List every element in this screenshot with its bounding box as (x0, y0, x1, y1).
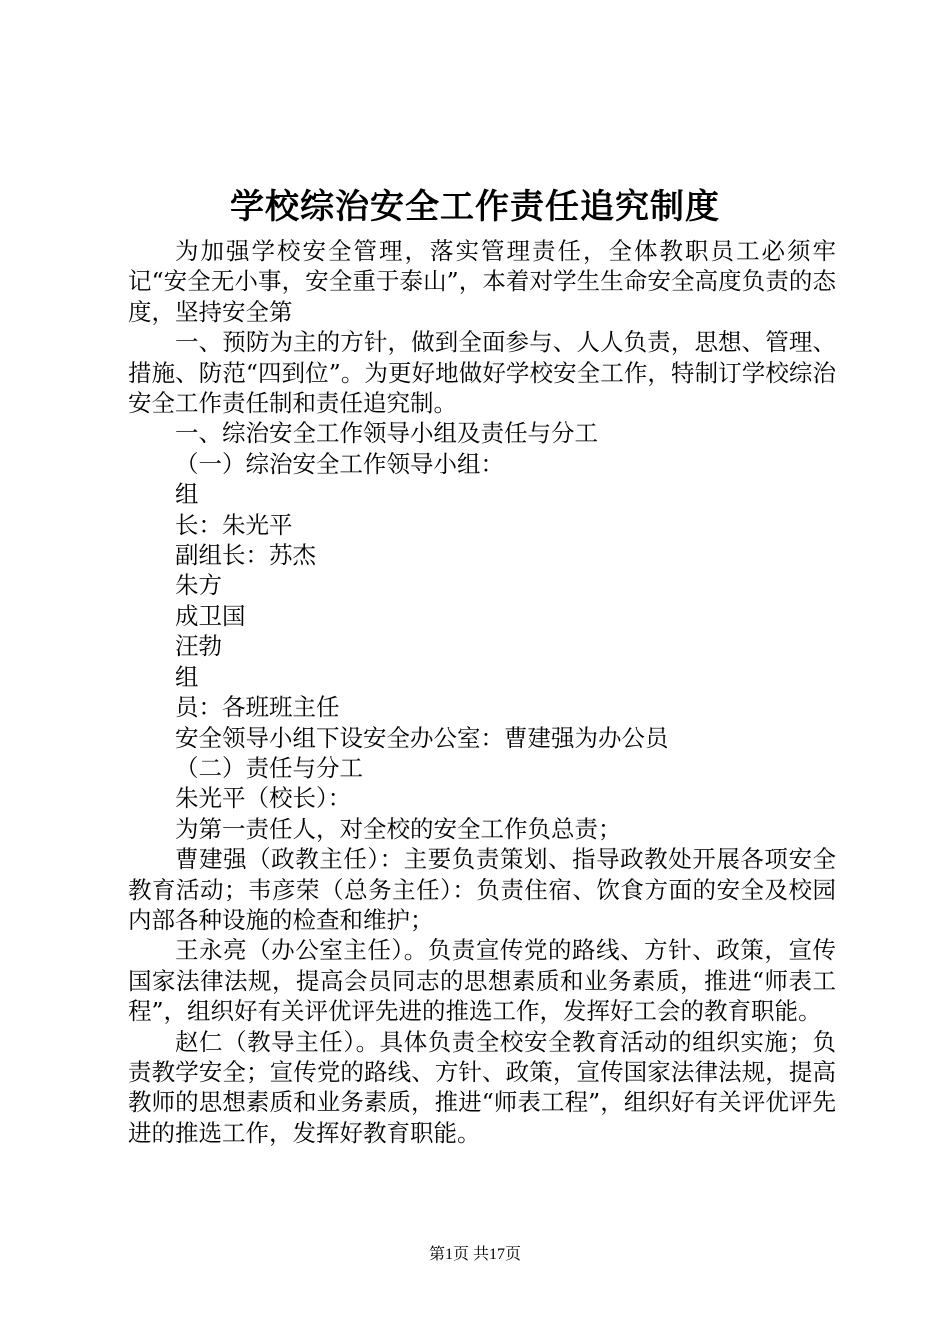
document-body (128, 236, 836, 1148)
paragraph: 为第一责任人，对全校的安全工作负总责； (175, 814, 622, 843)
paragraph: 长：朱光平 (175, 510, 293, 539)
paragraph: 朱光平（校长）： (175, 784, 352, 813)
paragraph: 朱方 (175, 571, 222, 600)
paragraph: 安全领导小组下设安全办公室：曹建强为办公员 (175, 723, 669, 752)
paragraph: 组 (175, 480, 199, 509)
paragraph: 赵仁（教导主任）。具体负责全校安全教育活动的组织实施；负责教学安全；宣传党的路线、方针、政策，宣传国家法律法规，提高教师的思想素质和业务素质，推进“师表工程”，组织好有关评优评先进的推选工作，发挥好教育职能。 (128, 1027, 836, 1147)
paragraph: 员：各班班主任 (175, 693, 340, 722)
subsection-heading: （一）综治安全工作领导小组： (175, 449, 504, 478)
paragraph: 副组长：苏杰 (175, 541, 316, 570)
subsection-heading: （二）责任与分工 (175, 753, 363, 782)
paragraph: 王永亮（办公室主任）。负责宣传党的路线、方针、政策，宣传国家法律法规，提高会员同志的思想素质和业务素质，推进“师表工程”，组织好有关评优评先进的推选工作，发挥好工会的教育职能。 (128, 936, 836, 1026)
paragraph: 一、预防为主的方针，做到全面参与、人人负责，思想、管理、措施、防范“四到位”。为更好地做好学校安全工作，特制订学校综治安全工作责任制和责任追究制。 (128, 328, 836, 418)
paragraph: 汪勃 (175, 632, 222, 661)
paragraph: 曹建强（政教主任）：主要负责策划、指导政教处开展各项安全教育活动；韦彦荣（总务主任）：负责住宿、饮食方面的安全及校园内部各种设施的检查和维护； (128, 845, 836, 934)
paragraph: 组 (175, 662, 199, 691)
page-number: 第1页 共17页 (428, 1246, 521, 1263)
section-heading: 一、综治安全工作领导小组及责任与分工 (175, 419, 598, 448)
paragraph: 成卫国 (175, 601, 246, 630)
paragraph: 为加强学校安全管理，落实管理责任，全体教职员工必须牢记“安全无小事，安全重于泰山”，本着对学生生命安全高度负责的态度，坚持安全第 (128, 237, 836, 326)
document-title: 学校综治安全工作责任追究制度 (230, 187, 720, 227)
